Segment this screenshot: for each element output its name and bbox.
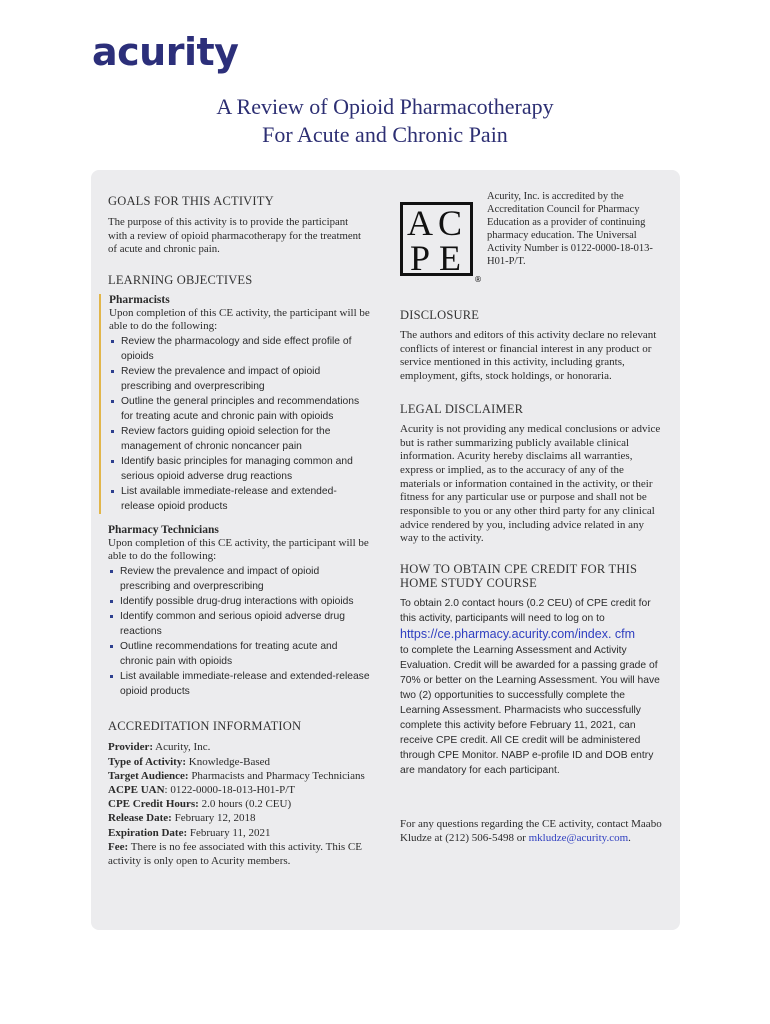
info-panel [91,170,680,930]
list-item: Review the prevalence and impact of opioid prescribing and overprescribing [109,364,370,394]
release-date-value: February 12, 2018 [174,812,256,825]
activity-type-value: Knowledge-Based [188,755,271,768]
list-item: Outline recommendations for treating acute and chronic pain with opioids [108,639,370,669]
cpe-body: to complete the Learning Assessment and Activity Evaluation. Credit will be awarded for a passing grade of 70% or better on the Learning Assessment. You will have two (2) opportunities to successfully complete the Learning Assessment. Pharmacists who successfully complete this activity before February 11, 2021, can receive CPE credit. All CE credit will be administered through CPE Monitor. NABP e-profile ID and DOB entry are mandatory for each participant. [400,645,660,777]
expiration-date-value: February 11, 2021 [189,826,271,839]
objectives-block [99,294,370,514]
contact-text [400,818,662,845]
audience-label: Target Audience: [108,769,189,782]
credit-hours-label: CPE Credit Hours: [108,798,199,811]
contact-intro: For any questions regarding the CE activity, contact Maabo Kludze at (212) 506-5498 or [400,818,662,844]
list-item: Identify possible drug-drug interactions with opioids [108,594,370,609]
acurity-logo: acurity [92,30,239,74]
disclosure-heading: DISCLOSURE [400,308,480,322]
list-item: Review the pharmacology and side effect profile of opioids [109,334,370,364]
acpe-letter-a: A [407,203,433,243]
uan-label: ACPE UAN [108,783,165,796]
provider-label: Provider: [108,741,154,754]
technicians-objective-list [108,564,370,699]
technicians-intro: Upon completion of this CE activity, the participant will be able to do the following: [108,536,369,563]
contact-period: . [628,831,631,844]
cpe-heading: HOW TO OBTAIN CPE CREDIT FOR THIS HOME STUDY COURSE [400,562,638,591]
pharmacists-objective-list [109,334,370,514]
provider-value: Acurity, Inc. [155,741,211,754]
uan-value: : 0122-0000-18-013-H01-P/T [164,783,295,796]
list-item: Identify common and serious opioid adverse drug reactions [108,609,370,639]
acpe-letter-c: C [437,203,463,243]
credit-hours-value: 2.0 hours (0.2 CEU) [201,798,292,811]
disclosure-text: The authors and editors of this activity declare no relevant conflicts of interest or financial interest in any product or service mentioned in this activity, including grants, employment, gifts, stock holdings, or honoraria. [400,329,657,383]
accreditation-info [108,740,370,868]
left-column [108,194,370,868]
list-item: Review factors guiding opioid selection for the management of chronic noncancer pain [109,424,370,454]
title-line-1: A Review of Opioid Pharmacotherapy [216,94,554,119]
pharmacists-title: Pharmacists [109,293,170,306]
audience-value: Pharmacists and Pharmacy Technicians [191,769,365,782]
legal-heading: LEGAL DISCLAIMER [400,401,524,416]
cpe-url-link[interactable]: https://ce.pharmacy.acurity.com/index. cfm [400,627,636,642]
goals-text: The purpose of this activity is to provide the participant with a review of opioid pharmacotherapy for the treatment of acute and chronic pain. [108,216,362,255]
goals-heading: GOALS FOR THIS ACTIVITY [108,194,274,208]
list-item: List available immediate-release and extended-release opioid products [109,484,370,514]
list-item: Identify basic principles for managing common and serious opioid adverse drug reactions [109,454,370,484]
acpe-letter-e: E [439,238,461,278]
activity-type-label: Type of Activity: [108,755,187,768]
registered-mark: ® [474,275,482,284]
pharmacists-intro: Upon completion of this CE activity, the participant will be able to do the following: [109,306,370,332]
acpe-block [400,190,662,288]
contact-email-link[interactable]: mkludze@acurity.com [528,831,629,844]
acpe-letter-p: P [409,238,431,278]
list-item: Outline the general principles and recommendations for treating acute and chronic pain with opioids [109,394,370,424]
title-line-2: For Acute and Chronic Pain [262,122,508,147]
list-item: List available immediate-release and extended-release opioid products [108,669,370,699]
acpe-logo [400,202,482,284]
cpe-text [400,596,662,778]
right-column [400,190,662,846]
fee-label: Fee: [108,840,129,853]
legal-text: Acurity is not providing any medical conclusions or advice but is rather summarizing publicly available clinical information. Acurity hereby disclaims all warranties, express or implied, as to the accuracy of any of the materials or information contained in the activity, or their fitness for any particular use or purpose and shall not be responsible to you or any other third party for any clinical advice rendered by you, including advice related in any way to the activity. [400,422,661,545]
technicians-title: Pharmacy Technicians [108,523,219,536]
cpe-intro: To obtain 2.0 contact hours (0.2 CEU) of CPE credit for this activity, participants will need to log on to [400,598,651,625]
page-title [0,93,770,149]
acpe-accreditation-text: Acurity, Inc. is accredited by the Accreditation Council for Pharmacy Education as a provider of continuing pharmacy education. The Universal Activity Number is 0122-0000-18-013-H01-P/T. [487,191,653,267]
expiration-date-label: Expiration Date: [108,826,188,839]
release-date-label: Release Date: [108,812,172,825]
fee-value: There is no fee associated with this activity. This CE activity is only open to Acurity members. [108,840,362,867]
accreditation-heading: ACCREDITATION INFORMATION [108,719,302,734]
objectives-heading: LEARNING OBJECTIVES [108,272,253,287]
list-item: Review the prevalence and impact of opioid prescribing and overprescribing [108,564,370,594]
